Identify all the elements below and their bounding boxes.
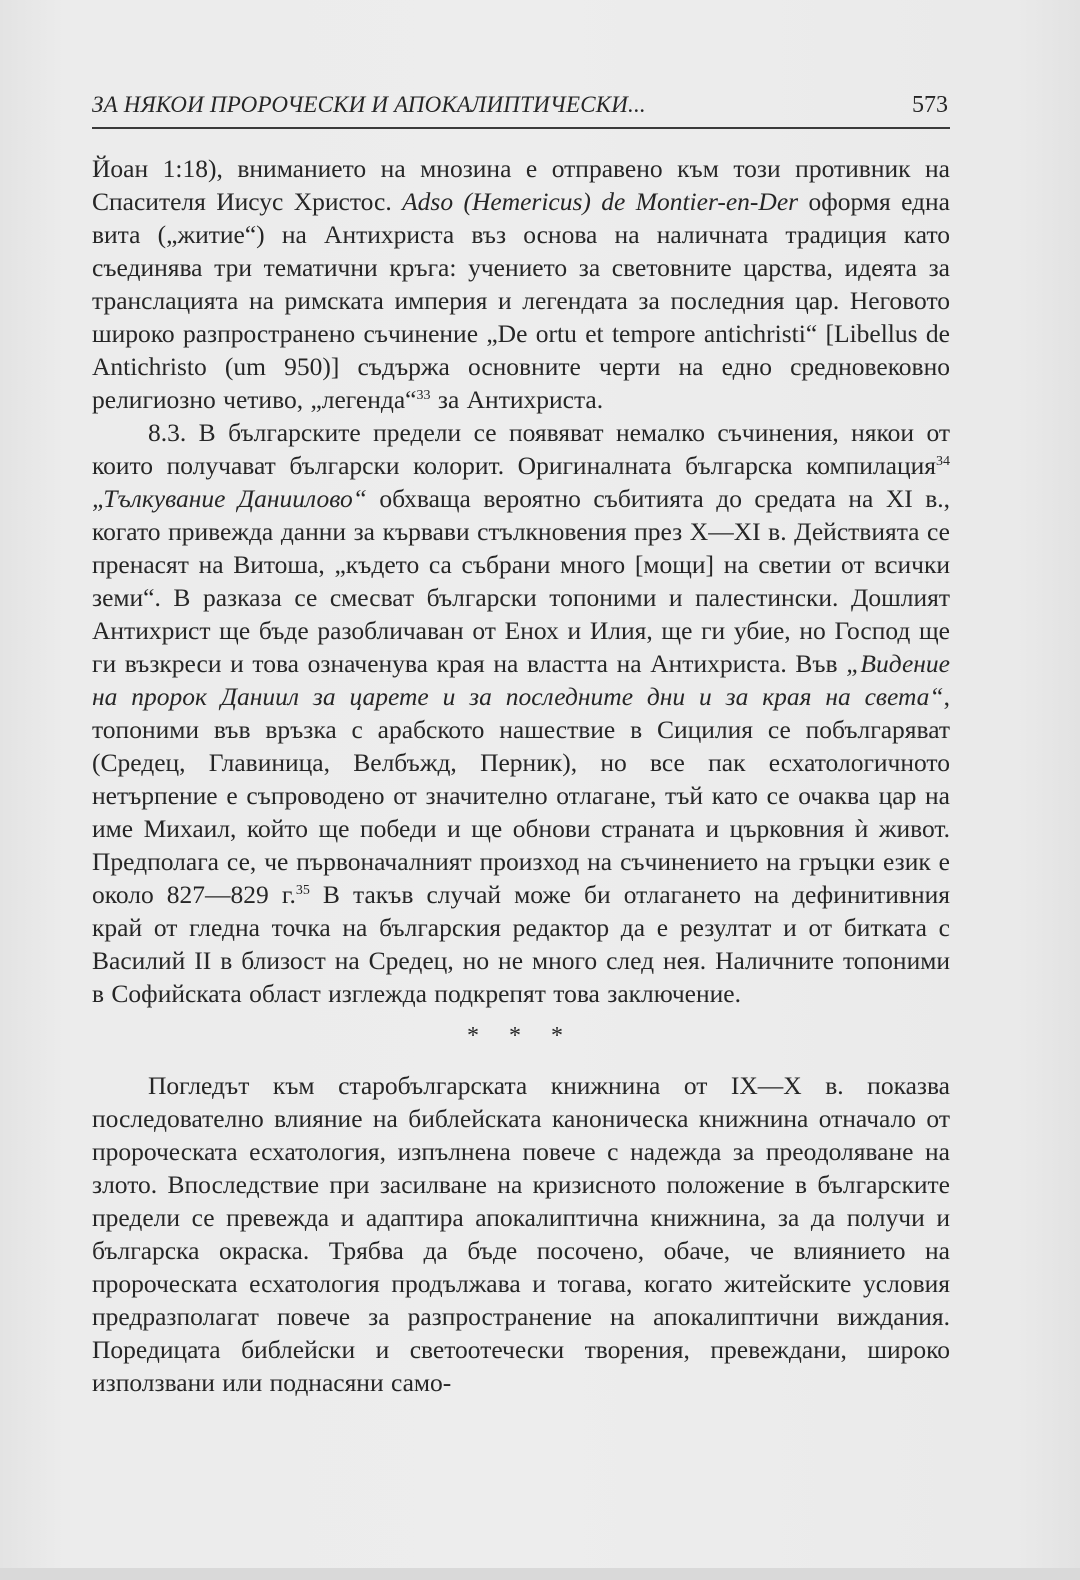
- section-separator: * * *: [467, 1023, 575, 1049]
- header-rule: [92, 127, 950, 129]
- footnote-ref-34: 34: [936, 454, 950, 469]
- paragraph-2: [92, 416, 950, 1010]
- page-number: 573: [912, 92, 948, 118]
- italic-author-name: Adso (Hemericus) de Montier-en-Der: [402, 187, 799, 216]
- italic-work-title: „Видение на пророк Даниил за царете и за последните дни и за края на света“: [92, 649, 950, 711]
- paragraph-1: [92, 152, 950, 416]
- text-run: оформя една вита („житие“) на Антихриста въз основа на наличната традиция като съединява три тематични кръга: учението за световните царства, идеята за транслацията на римската империя и легендата за последния цар. Неговото широко разпространено съчинение „De ortu et tempore antichristi“ [Libellus de Antichristo (um 950)] съдържа основните черти на едно средновековно религиозно четиво, „легенда“: [92, 187, 950, 414]
- text-run: за Антихриста.: [430, 385, 604, 414]
- text-run: , топоними във връзка с арабското нашествие в Сицилия се побългаряват (Средец, Главиница, Велбъжд, Перник), но все пак есхатологичното нетърпение е съпроводено от значително отлагане, тъй като се очаква цар на име Михаил, който ще победи и ще обнови страната и църковния ѝ живот. Предполага се, че първоначалният произход на съчинението на гръцки език е около 827—829 г.: [92, 682, 950, 909]
- text-run: В такъв случай може би отлагането на дефинитивния край от гледна точка на българския редактор да е резултат и от битката с Василий II в близост на Средец, но не много след нея. Наличните топоними в Софийската област изглежда подкрепят това заключение.: [92, 880, 950, 1008]
- body-text: [92, 152, 950, 1399]
- text-run: 8.3. В българските предели се появяват немалко съчинения, някои от които получават български колорит. Оригиналната българска компилация: [92, 418, 950, 480]
- page-bottom-edge: [0, 1568, 1080, 1580]
- italic-work-title: „Тълкувание Даниилово“: [92, 484, 367, 513]
- paragraph-3: [92, 1069, 950, 1399]
- page-header: [92, 90, 950, 130]
- text-run: Йоан 1:18), вниманието на мнозина е отправено към този противник на Спасителя Иисус Христос.: [92, 154, 950, 216]
- footnote-ref-33: 33: [416, 388, 431, 403]
- text-run: Погледът към старобългарската книжнина от IX—X в. показва последователно влияние на библейската каноническа книжнина отначало от пророческата есхатология, изпълнена повече с надежда за преодоляване на злото. Впоследствие при засилване на кризисното положение в българските предели се превежда и адаптира апокалиптична книжнина, за да получи и българска окраска. Трябва да бъде посочено, обаче, че влиянието на пророческата есхатология продължава и тогава, когато житейските условия предразполагат повече за разпространение на апокалиптични виждания. Поредицата библейски и светоотечески творения, превеждани, широко използвани или поднасяни само-: [92, 1071, 950, 1397]
- text-run: обхваща вероятно събитията до средата на XI в., когато привежда данни за кървави стълкновения през X—XI в. Действията се пренасят на Витоша, „където са събрани много [мощи] на светии от всички земи“. В разказа се смесват български топоними и палестински. Дошлият Антихрист ще бъде разобличаван от Енох и Илия, ще ги убие, но Господ ще ги възкреси и това означенува края на властта на Антихриста. Във: [92, 484, 950, 678]
- footnote-ref-35: 35: [295, 883, 310, 898]
- running-head: ЗА НЯКОИ ПРОРОЧЕСКИ И АПОКАЛИПТИЧЕСКИ...: [92, 92, 646, 117]
